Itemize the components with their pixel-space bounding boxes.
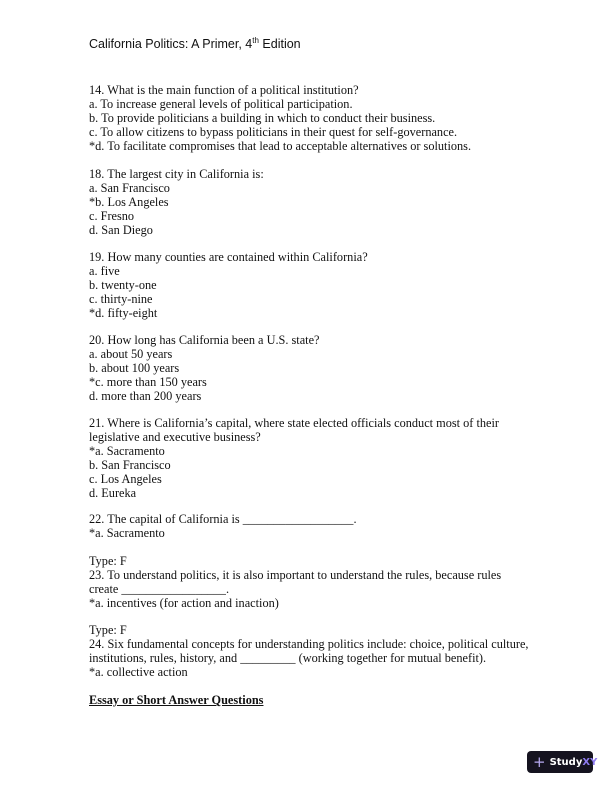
question-line: 19. How many counties are contained within California?: [89, 250, 368, 264]
question-line: c. thirty-nine: [89, 291, 153, 306]
question-line: 22. The capital of California is __________________.: [89, 512, 357, 526]
question-line: d. more than 200 years: [89, 388, 202, 403]
question-line: *a. Sacramento: [89, 443, 165, 458]
question-line: institutions, rules, history, and _________ (working together for mutual benefit).: [89, 650, 487, 665]
question-line: 18. The largest city in California is:: [89, 167, 264, 181]
question-block: [89, 334, 320, 404]
question-line: 21. Where is California’s capital, where state elected officials conduct most of their: [89, 416, 499, 430]
question-line: 20. How long has California been a U.S. state?: [89, 333, 320, 347]
question-line: *a. incentives (for action and inaction): [89, 595, 279, 610]
header-title: California Politics: A Primer, 4: [89, 37, 253, 52]
question-line: 14. What is the main function of a political institution?: [89, 83, 359, 97]
question-line: *a. Sacramento: [89, 525, 165, 540]
plus-icon: +: [533, 752, 546, 771]
question-line: a. about 50 years: [89, 346, 173, 361]
question-line: 24. Six fundamental concepts for understanding politics include: choice, political culture,: [89, 636, 529, 651]
question-line: b. about 100 years: [89, 360, 180, 375]
question-line: *c. more than 150 years: [89, 374, 207, 389]
question-line: a. To increase general levels of political participation.: [89, 96, 353, 111]
header-superscript: th: [252, 36, 259, 45]
question-block: [89, 251, 368, 321]
question-line: c. To allow citizens to bypass politicians in their quest for self-governance.: [89, 124, 458, 139]
brand-study: Study: [549, 756, 583, 768]
question-line: create _________________.: [89, 581, 230, 596]
brand-xy: XY: [582, 756, 598, 768]
studyxy-badge[interactable]: [527, 751, 598, 773]
question-line: Type: F: [89, 554, 127, 568]
question-line: 23. To understand politics, it is also important to understand the rules, because rules: [89, 567, 502, 582]
question-line: legislative and executive business?: [89, 429, 261, 444]
question-block: [89, 417, 499, 500]
question-block: [89, 84, 471, 154]
question-line: b. twenty-one: [89, 277, 157, 292]
question-line: c. Los Angeles: [89, 471, 162, 486]
header-title-end: Edition: [258, 37, 301, 52]
question-line: *d. To facilitate compromises that lead to acceptable alternatives or solutions.: [89, 138, 472, 153]
question-line: *b. Los Angeles: [89, 194, 169, 209]
question-line: *a. collective action: [89, 664, 188, 679]
question-line: *d. fifty-eight: [89, 305, 158, 320]
question-line: b. To provide politicians a building in which to conduct their business.: [89, 110, 436, 125]
question-line: a. five: [89, 263, 120, 278]
question-block: [89, 624, 529, 680]
question-line: c. Fresno: [89, 208, 135, 223]
question-block: [89, 555, 501, 611]
question-line: a. San Francisco: [89, 180, 170, 195]
question-line: b. San Francisco: [89, 457, 171, 472]
page-header: [89, 36, 301, 51]
brand-logo: [550, 757, 598, 768]
question-line: d. San Diego: [89, 222, 153, 237]
question-line: Type: F: [89, 623, 127, 637]
question-block: [89, 513, 357, 541]
section-heading: Essay or Short Answer Questions: [89, 693, 264, 707]
question-line: d. Eureka: [89, 485, 137, 500]
question-block: [89, 168, 264, 238]
